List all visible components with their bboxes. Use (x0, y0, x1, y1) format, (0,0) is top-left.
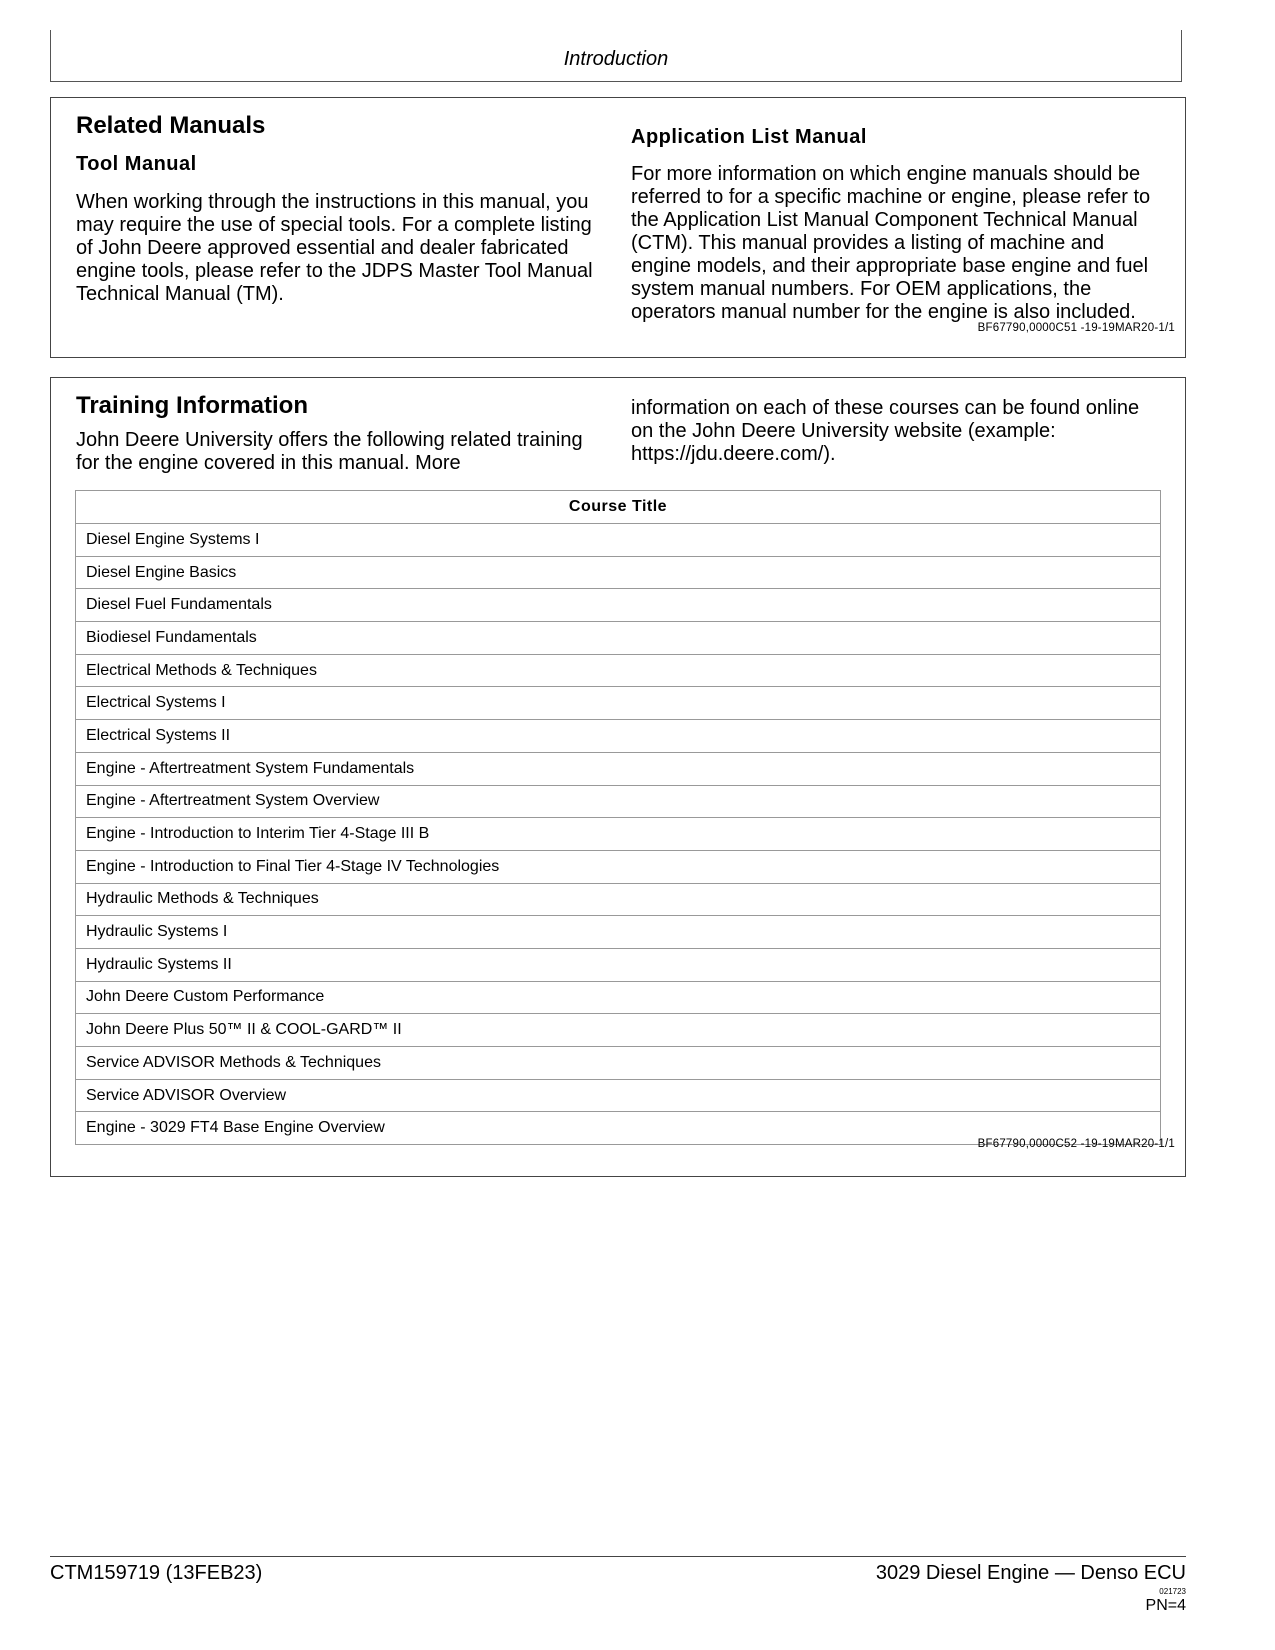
tool-manual-column (76, 112, 611, 306)
related-manuals-section (50, 97, 1186, 358)
course-table-body (76, 524, 1161, 1145)
table-row (76, 948, 1161, 981)
table-row (76, 556, 1161, 589)
course-title-cell: Engine - Introduction to Interim Tier 4-Stage III B (76, 818, 1161, 851)
course-title-cell: Electrical Systems I (76, 687, 1161, 720)
application-list-column (631, 126, 1166, 324)
training-intro-text-left: John Deere University offers the following related training for the engine covered in this manual. More (76, 429, 583, 474)
course-title-cell: Biodiesel Fundamentals (76, 622, 1161, 655)
course-title-cell: Service ADVISOR Overview (76, 1079, 1161, 1112)
training-intro-right (631, 397, 1166, 466)
table-row (76, 720, 1161, 753)
course-title-cell: Hydraulic Methods & Techniques (76, 883, 1161, 916)
course-title-cell: Electrical Systems II (76, 720, 1161, 753)
table-row (76, 524, 1161, 557)
application-list-heading: Application List Manual (631, 126, 867, 148)
table-row (76, 687, 1161, 720)
course-title-cell: Hydraulic Systems II (76, 948, 1161, 981)
footer-engine-title: 3029 Diesel Engine — Denso ECU (875, 1562, 1186, 1584)
related-manuals-title: Related Manuals (76, 112, 266, 139)
course-title-cell: Electrical Methods & Techniques (76, 654, 1161, 687)
footer-rule (50, 1556, 1186, 1557)
training-doc-id: BF67790,0000C52 -19-19MAR20-1/1 (977, 1138, 1175, 1150)
course-title-cell: Hydraulic Systems I (76, 916, 1161, 949)
course-title-cell: Service ADVISOR Methods & Techniques (76, 1047, 1161, 1080)
table-row (76, 818, 1161, 851)
course-title-cell: Engine - Introduction to Final Tier 4-Stage IV Technologies (76, 850, 1161, 883)
training-title: Training Information (76, 392, 308, 419)
footer-manual-id: CTM159719 (13FEB23) (50, 1562, 263, 1584)
training-intro-left (76, 392, 611, 475)
table-row (76, 883, 1161, 916)
course-title-header: Course Title (76, 491, 1161, 524)
table-row (76, 785, 1161, 818)
table-row (76, 981, 1161, 1014)
training-section (50, 377, 1186, 1177)
footer-page-number: PN=4 (1145, 1597, 1186, 1614)
table-row (76, 1047, 1161, 1080)
course-title-cell: John Deere Plus 50™ II & COOL-GARD™ II (76, 1014, 1161, 1047)
tool-manual-text: When working through the instructions in this manual, you may require the use of special tools. For a complete listing of John Deere approved essential and dealer fabricated engine tools, please refer to the JDPS Master Tool Manual Technical Manual (TM). (76, 191, 593, 305)
course-title-cell: John Deere Custom Performance (76, 981, 1161, 1014)
course-table-header-row (76, 491, 1161, 524)
course-title-cell: Engine - 3029 FT4 Base Engine Overview (76, 1112, 1161, 1145)
course-title-cell: Engine - Aftertreatment System Fundamentals (76, 752, 1161, 785)
page-header (50, 30, 1182, 82)
table-row (76, 589, 1161, 622)
table-row (76, 916, 1161, 949)
header-title: Introduction (563, 48, 669, 70)
course-table (75, 490, 1161, 1145)
table-row (76, 1079, 1161, 1112)
course-title-cell: Diesel Engine Systems I (76, 524, 1161, 557)
course-title-cell: Diesel Engine Basics (76, 556, 1161, 589)
footer-code: 021723 (1159, 1587, 1186, 1596)
application-list-text: For more information on which engine manuals should be referred to for a specific machine or engine, please refer to the Application List Manual Component Technical Manual (CTM). This manual provides a listing of machine and engine models, and their appropriate base engine and fuel system manual numbers. For OEM applications, the operators manual number for the engine is also included. (631, 163, 1151, 323)
training-intro-text-right: information on each of these courses can be found online on the John Deere University website (example: https://jdu.deere.com/). (631, 397, 1140, 465)
related-doc-id: BF67790,0000C51 -19-19MAR20-1/1 (977, 322, 1175, 334)
tool-manual-heading: Tool Manual (76, 153, 197, 175)
course-title-cell: Engine - Aftertreatment System Overview (76, 785, 1161, 818)
table-row (76, 752, 1161, 785)
course-title-cell: Diesel Fuel Fundamentals (76, 589, 1161, 622)
table-row (76, 622, 1161, 655)
table-row (76, 1014, 1161, 1047)
table-row (76, 850, 1161, 883)
table-row (76, 654, 1161, 687)
